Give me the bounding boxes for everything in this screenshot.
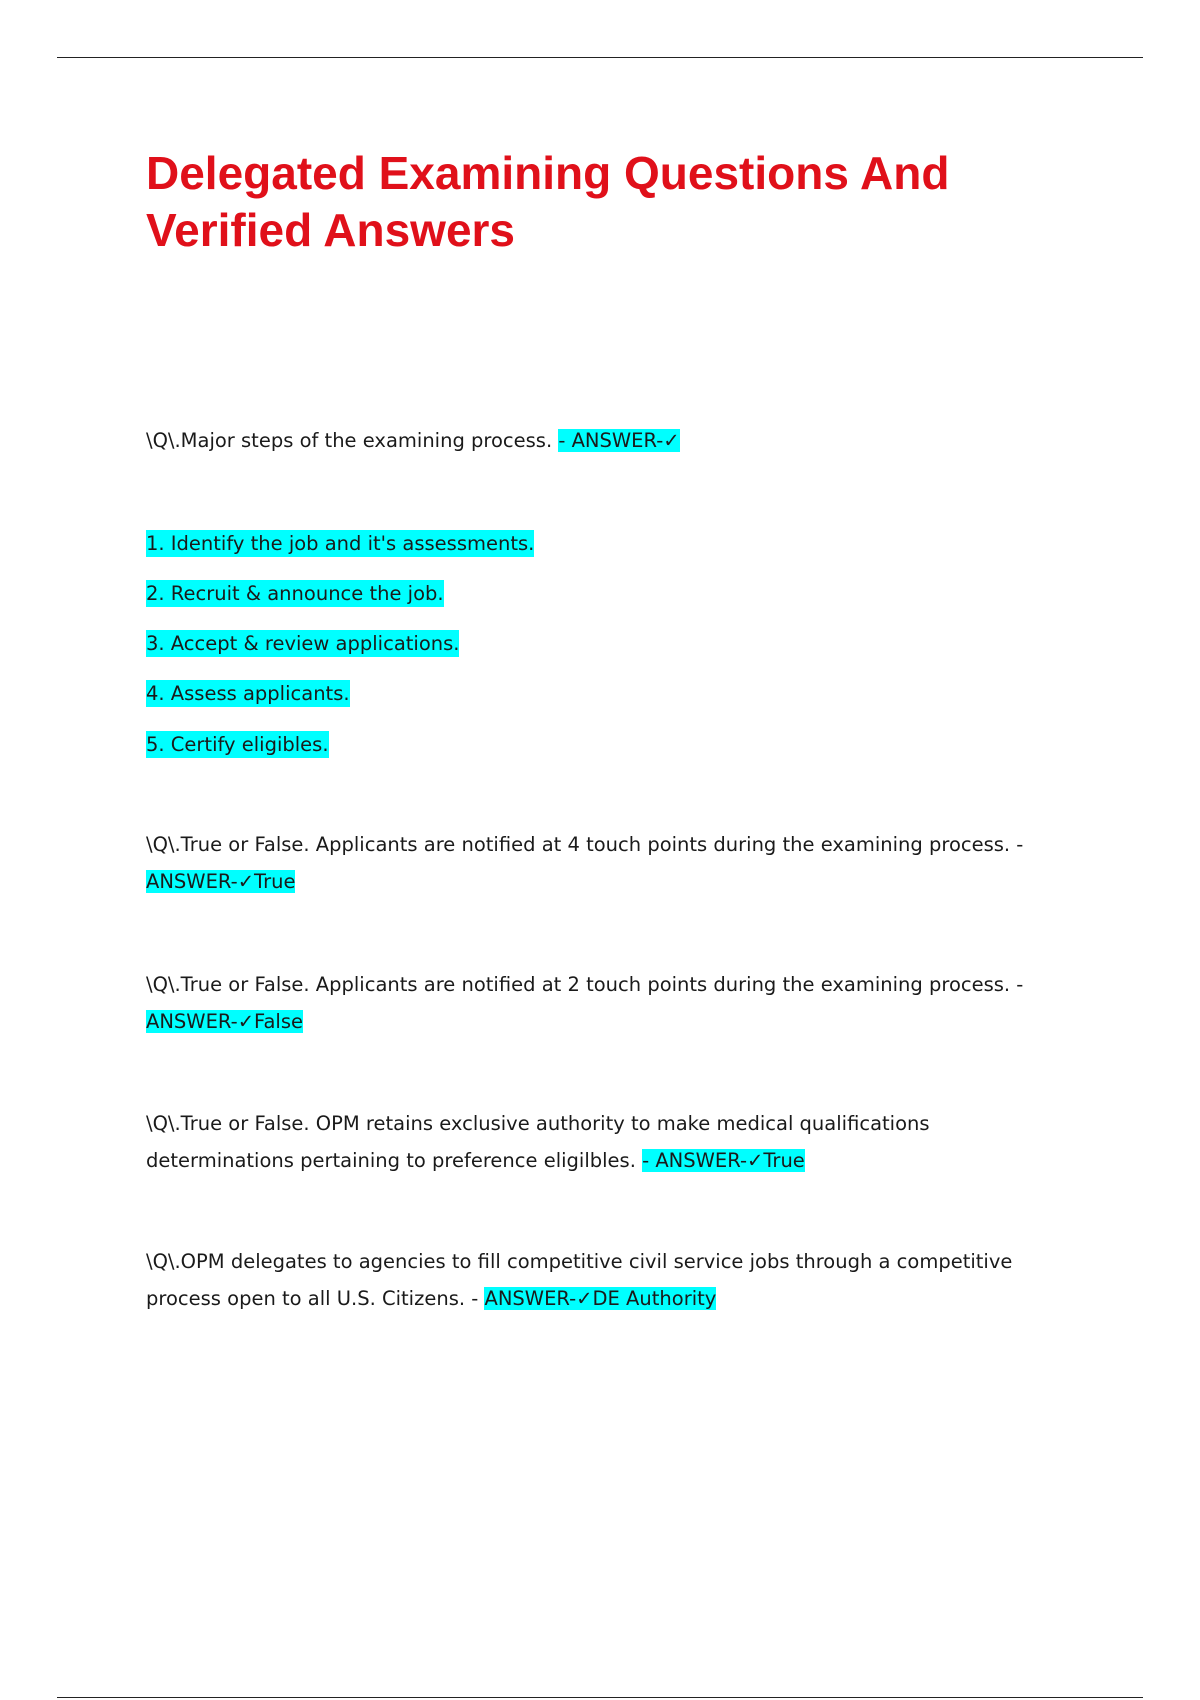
answer-highlight: 1. Identify the job and it's assessments. [146, 532, 535, 555]
list-item [146, 630, 459, 658]
qa-block-3 [146, 966, 1046, 1040]
qa-block-2 [146, 826, 1046, 900]
answer-highlight: ANSWER-✓False [146, 1010, 303, 1033]
list-item [146, 530, 534, 558]
qa-block-4 [146, 1105, 966, 1179]
answer-highlight: 5. Certify eligibles. [146, 733, 329, 756]
list-item [146, 580, 444, 608]
qa-block-1 [146, 422, 1046, 459]
answer-highlight: - ANSWER-✓ [558, 429, 680, 452]
answer-highlight: ANSWER-✓DE Authority [484, 1287, 717, 1310]
answer-highlight: 2. Recruit & announce the job. [146, 582, 444, 605]
qa-block-5 [146, 1243, 1036, 1317]
answer-highlight: 3. Accept & review applications. [146, 632, 460, 655]
question-text: \Q\.True or False. Applicants are notified at 2 touch points during the examining process. - [146, 973, 1024, 996]
question-text: \Q\.True or False. Applicants are notified at 4 touch points during the examining process. - [146, 833, 1024, 856]
answer-highlight: 4. Assess applicants. [146, 682, 350, 705]
question-text: \Q\.Major steps of the examining process. [146, 429, 559, 452]
header-rule [57, 57, 1143, 58]
question-text: \Q\.OPM delegates to agencies to fill competitive civil service jobs through a competitive process open to all U.S. Citizens. - [146, 1250, 1013, 1310]
question-text: \Q\.True or False. OPM retains exclusive authority to make medical qualifications determinations pertaining to preference eligilbles. [146, 1112, 930, 1172]
list-item [146, 731, 329, 759]
answer-highlight: ANSWER-✓True [146, 870, 296, 893]
answer-highlight: - ANSWER-✓True [642, 1149, 805, 1172]
footer-rule [57, 1697, 1143, 1698]
document-title: Delegated Examining Questions And Verified Answers [146, 147, 950, 256]
list-item [146, 680, 350, 708]
